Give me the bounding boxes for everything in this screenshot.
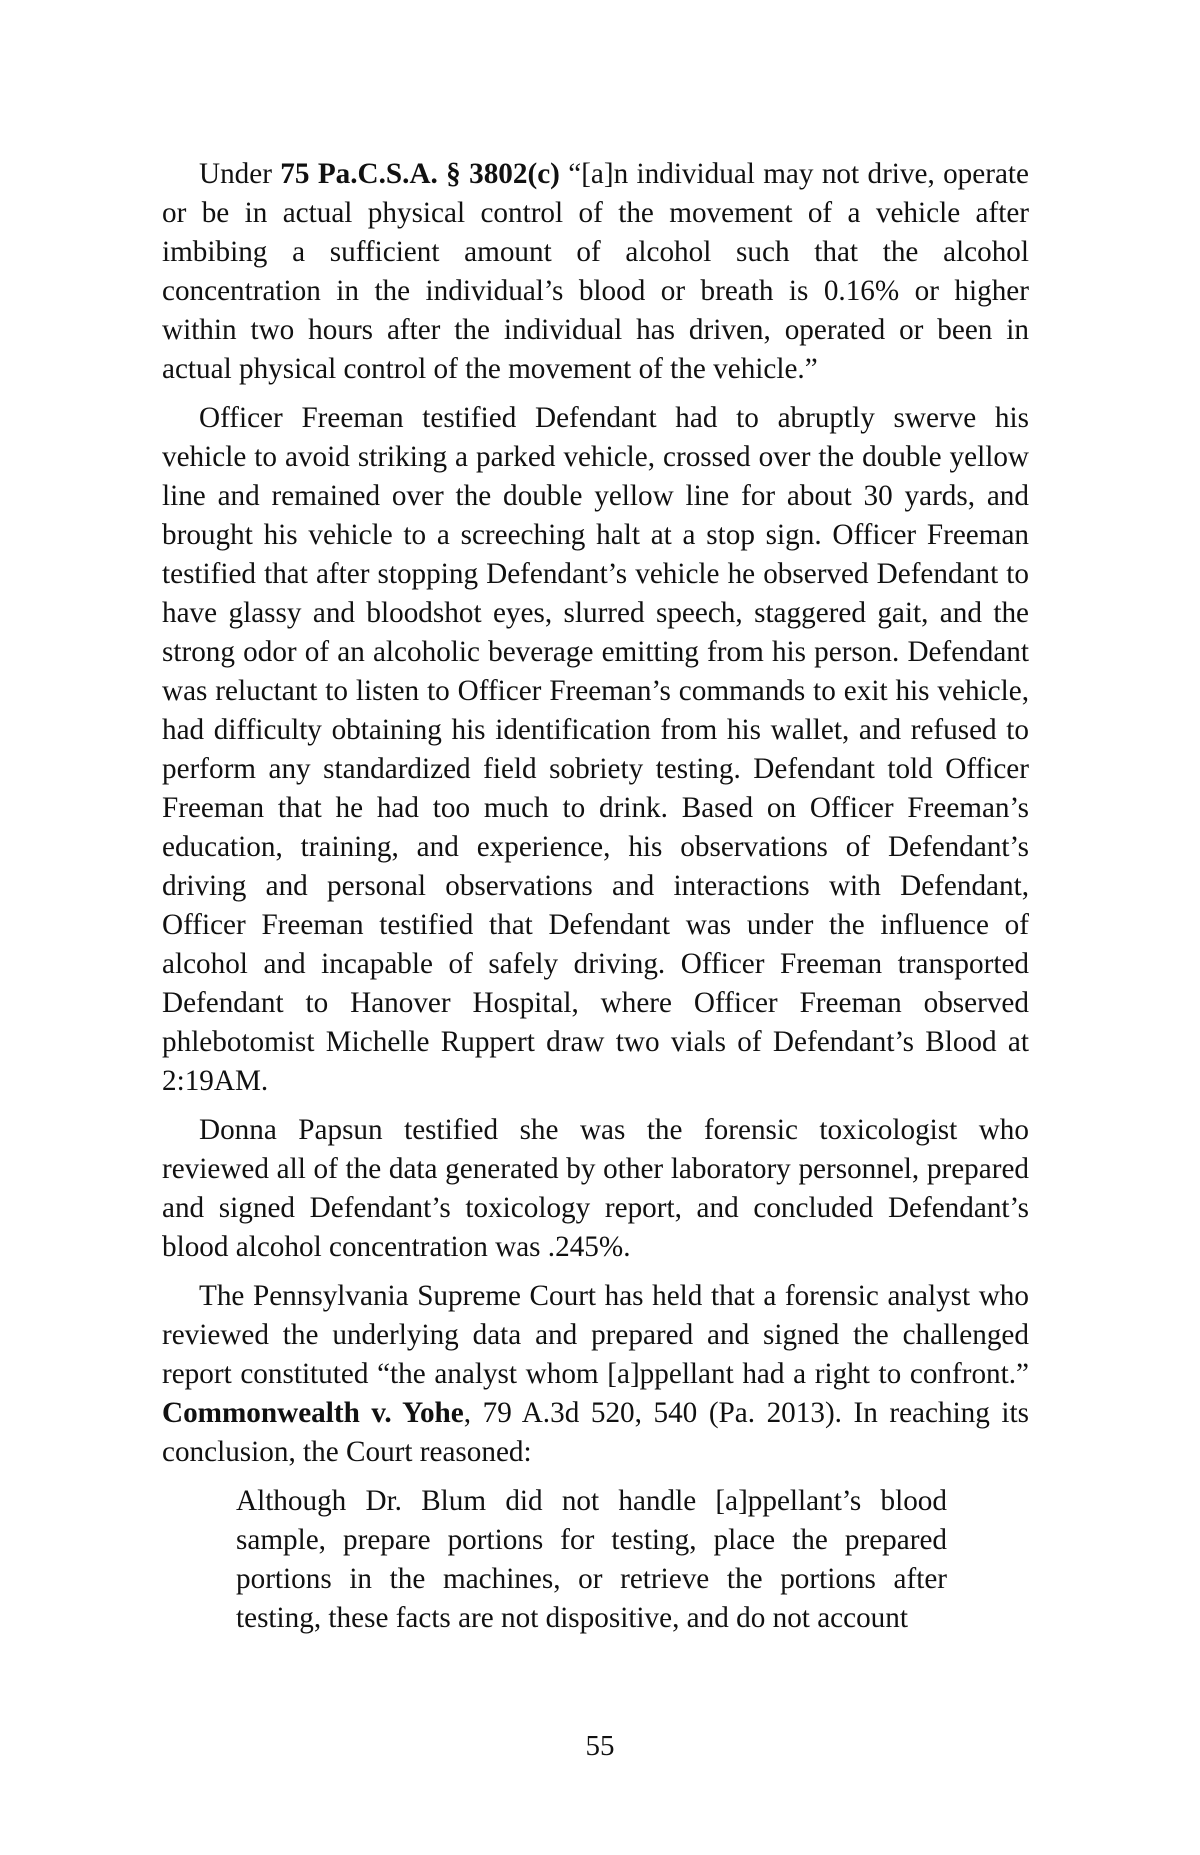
block-quote: Although Dr. Blum did not handle [a]ppellant’s blood sample, prepare portions for testing, place the prepared portions in the machines, or retrieve the portions after testing, these facts are not dispositive, and do not account	[236, 1485, 947, 1634]
paragraph-supreme-court	[162, 1277, 1029, 1472]
citation-rest: , 79 A.3d 520, 540 (Pa. 2013). In reaching its conclusion, the Court reasoned:	[162, 1397, 1029, 1468]
paragraph-officer-testimony: Officer Freeman testified Defendant had to abruptly swerve his vehicle to avoid striking a parked vehicle, crossed over the double yellow line and remained over the double yellow line for about 30 yards, and brought his vehicle to a screeching halt at a stop sign. Officer Freeman testified that after stopping Defendant’s vehicle he observed Defendant to have glassy and bloodshot eyes, slurred speech, staggered gait, and the strong odor of an alcoholic beverage emitting from his person. Defendant was reluctant to listen to Officer Freeman’s commands to exit his vehicle, had difficulty obtaining his identification from his wallet, and refused to perform any standardized field sobriety testing. Defendant told Officer Freeman that he had too much to drink. Based on Officer Freeman’s education, training, and experience, his observations of Defendant’s driving and personal observations and interactions with Defendant, Officer Freeman testified that Defendant was under the influence of alcohol and incapable of safely driving. Officer Freeman transported Defendant to Hanover Hospital, where Officer Freeman observed phlebotomist Michelle Ruppert draw two vials of Defendant’s Blood at 2:19AM.	[162, 402, 1029, 1097]
statute-quote: “[a]n individual may not drive, operate or be in actual physical control of the movement of a vehicle after imbibing a sufficient amount of alcohol such that the alcohol concentration in the individual’s blood or breath is 0.16% or higher within two hours after the individual has driven, operated or been in actual physical control of the movement of the vehicle.”	[162, 158, 1029, 385]
page-number: 55	[585, 1730, 615, 1762]
paragraph-lead: Under	[199, 158, 281, 190]
page-body	[162, 155, 1029, 1638]
statute-citation: 75 Pa.C.S.A. § 3802(c)	[280, 158, 560, 190]
paragraph-statute	[162, 155, 1029, 389]
paragraph-toxicologist-testimony: Donna Papsun testified she was the forensic toxicologist who reviewed all of the data generated by other laboratory personnel, prepared and signed Defendant’s toxicology report, and concluded Defendant’s blood alcohol concentration was .245%.	[162, 1114, 1029, 1263]
case-citation: Commonwealth v. Yohe	[162, 1397, 464, 1429]
paragraph-lead: The Pennsylvania Supreme Court has held that a forensic analyst who reviewed the underlying data and prepared and signed the challenged report constituted “the analyst whom [a]ppellant had a right to confront.”	[162, 1280, 1029, 1390]
